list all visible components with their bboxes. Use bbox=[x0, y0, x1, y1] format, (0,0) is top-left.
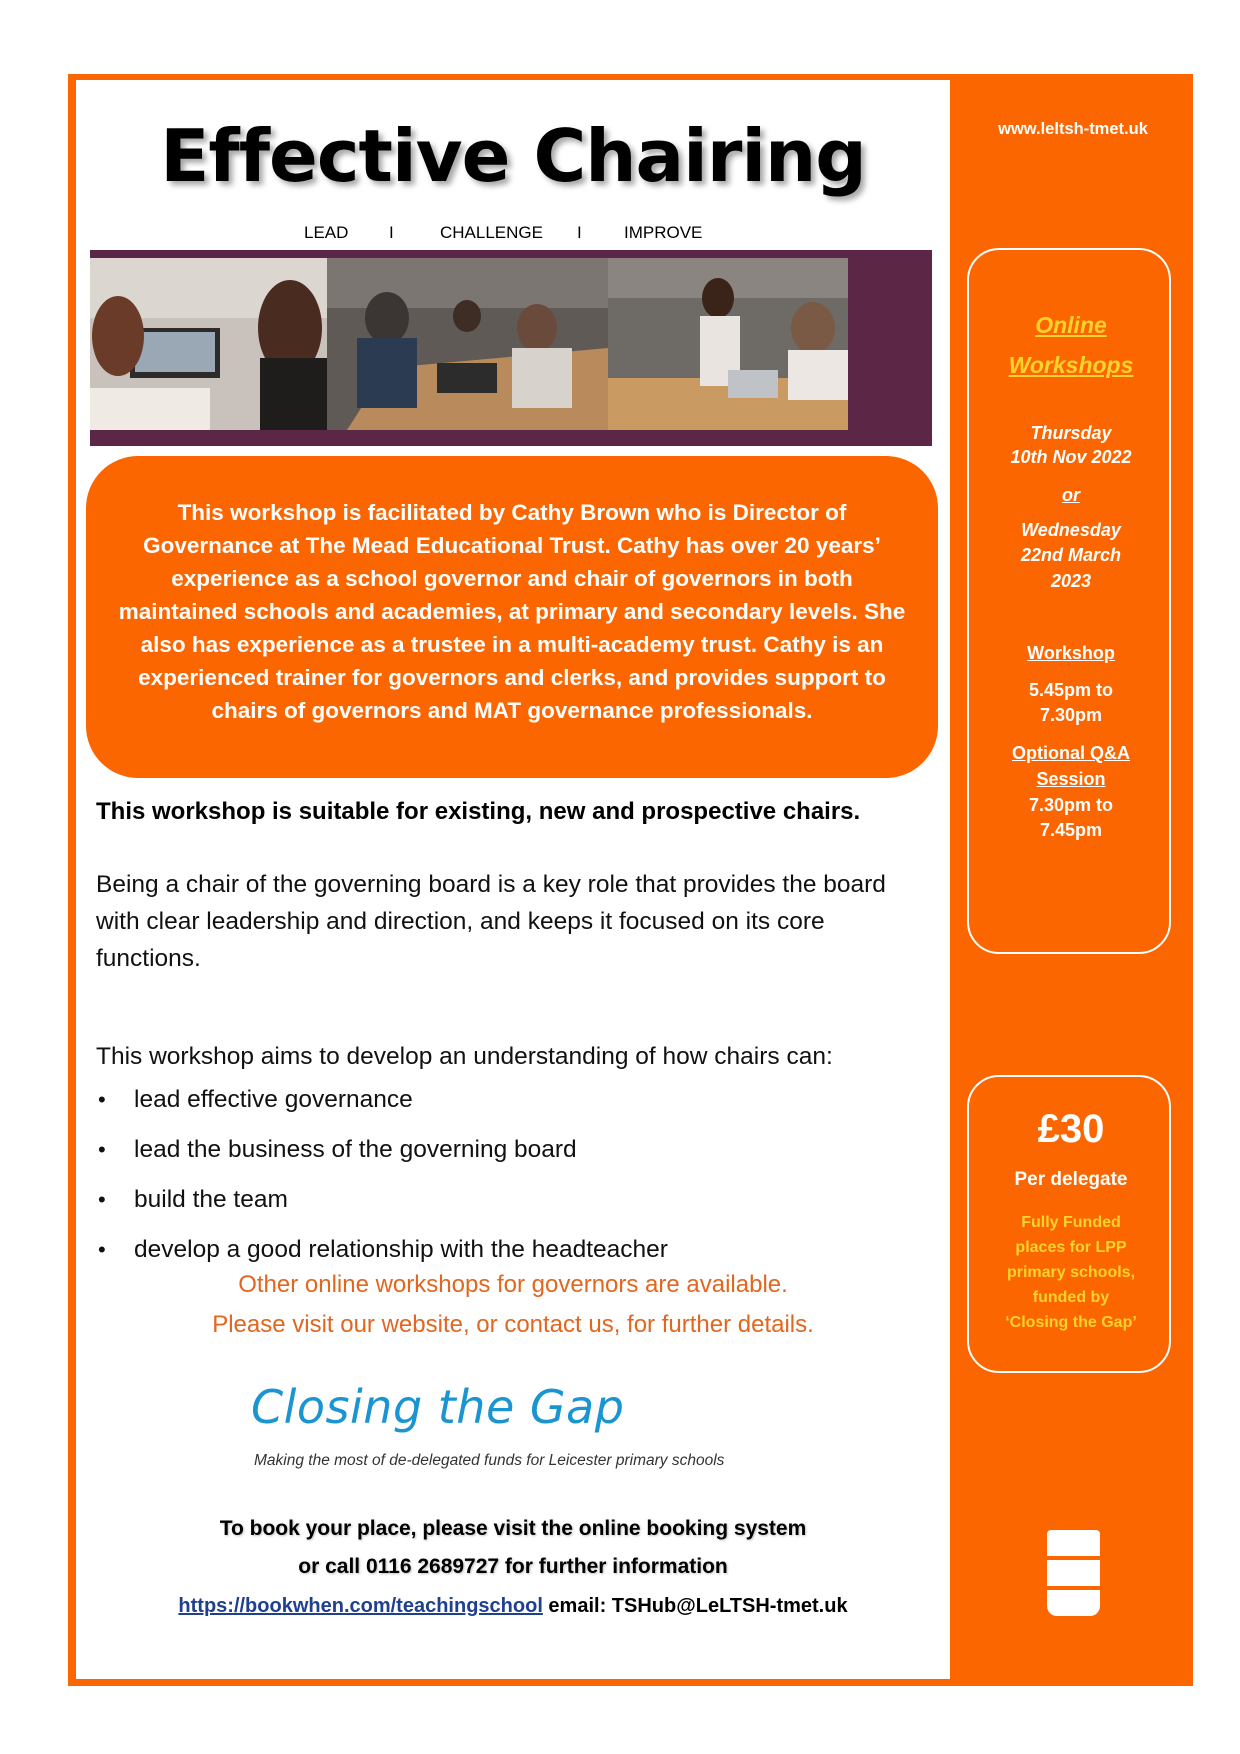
photo-women-laptop bbox=[90, 258, 327, 430]
list-item: • develop a good relationship with the headteacher bbox=[96, 1232, 916, 1282]
workshops-label: Workshops bbox=[1008, 352, 1134, 378]
facilitator-bio bbox=[86, 456, 938, 778]
aims-intro: This workshop aims to develop an understanding of how chairs can: bbox=[96, 1043, 833, 1070]
per-delegate: Per delegate bbox=[1014, 1169, 1128, 1190]
tagline-lead: LEAD bbox=[304, 223, 349, 242]
photo-strip bbox=[90, 250, 932, 446]
stacked-blocks-icon bbox=[1047, 1530, 1100, 1626]
qa-time-end: 7.45pm bbox=[1039, 820, 1103, 840]
funding-line: primary schools, bbox=[1006, 1264, 1136, 1281]
list-item: • lead effective governance bbox=[96, 1082, 916, 1132]
contact-line bbox=[76, 1595, 950, 1618]
schedule-box bbox=[967, 248, 1171, 954]
main-panel bbox=[76, 80, 950, 1679]
funding-line: places for LPP bbox=[1015, 1239, 1127, 1256]
workshop-time-end: 7.30pm bbox=[1039, 705, 1103, 725]
tagline-improve: IMPROVE bbox=[624, 223, 703, 242]
tagline-challenge: CHALLENGE bbox=[440, 223, 543, 242]
workshop-time-start: 5.45pm to bbox=[1028, 680, 1114, 700]
date-2-line-2: 2023 bbox=[1050, 571, 1092, 591]
website-url: www.leltsh-tmet.uk bbox=[998, 120, 1148, 138]
price-box bbox=[967, 1075, 1171, 1373]
aims-list bbox=[96, 1082, 916, 1282]
bio-text: This workshop is facilitated by Cathy Brown who is Director of Governance at The Mead Educational Trust. Cathy has over 20 years’ experience as a school governor and chair of governors in both maintained schools and academies, at primary and secondary levels. She also has experience as a trustee in a multi-academy trust. Cathy is an experienced trainer for governors and clerks, and provides support to chairs of governors and MAT governance professionals. bbox=[118, 500, 906, 723]
photo-meeting-table bbox=[327, 258, 608, 430]
date-2-line-1: 22nd March bbox=[1020, 545, 1122, 565]
date-1-day: Thursday bbox=[1030, 423, 1112, 443]
booking-link[interactable]: https://bookwhen.com/teachingschool bbox=[178, 1595, 543, 1617]
further-details-note: Please visit our website, or contact us, for further details. bbox=[212, 1311, 814, 1338]
date-2-day: Wednesday bbox=[1021, 520, 1121, 540]
list-item: • lead the business of the governing board bbox=[96, 1132, 916, 1182]
funding-line: funded by bbox=[1032, 1289, 1110, 1306]
qa-session-label: Session bbox=[1036, 769, 1106, 789]
other-workshops-note: Other online workshops for governors are available. bbox=[238, 1271, 788, 1298]
online-label: Online bbox=[1035, 312, 1107, 338]
page-title: Effective Chairing bbox=[160, 114, 866, 198]
booking-instruction: To book your place, please visit the online booking system bbox=[219, 1517, 807, 1540]
or-label: or bbox=[1062, 485, 1080, 505]
funding-line: ‘Closing the Gap’ bbox=[1005, 1314, 1137, 1331]
logo-subtitle: Making the most of de-delegated funds for Leicester primary schools bbox=[254, 1452, 725, 1469]
suitability-statement: This workshop is suitable for existing, new and prospective chairs. bbox=[96, 798, 861, 825]
tagline-separator: I bbox=[577, 223, 582, 242]
description-paragraph: Being a chair of the governing board is a key role that provides the board with clear leadership and direction, and keeps it focused on its core functions. bbox=[96, 871, 886, 972]
qa-label: Optional Q&A bbox=[1012, 743, 1130, 763]
photo-presenter bbox=[608, 258, 848, 430]
qa-time-start: 7.30pm to bbox=[1028, 795, 1114, 815]
list-item: • build the team bbox=[96, 1182, 916, 1232]
closing-the-gap-logo: Closing the Gap bbox=[251, 1380, 625, 1434]
phone-instruction: or call 0116 2689727 for further information bbox=[298, 1555, 728, 1578]
contact-email: email: TSHub@LeLTSH-tmet.uk bbox=[542, 1595, 848, 1617]
workshop-label: Workshop bbox=[1027, 643, 1115, 663]
funding-line: Fully Funded bbox=[1021, 1214, 1121, 1231]
tagline-separator: I bbox=[389, 223, 394, 242]
date-1: 10th Nov 2022 bbox=[1010, 447, 1132, 467]
sidebar bbox=[958, 80, 1188, 1680]
price: £30 bbox=[1037, 1107, 1105, 1151]
